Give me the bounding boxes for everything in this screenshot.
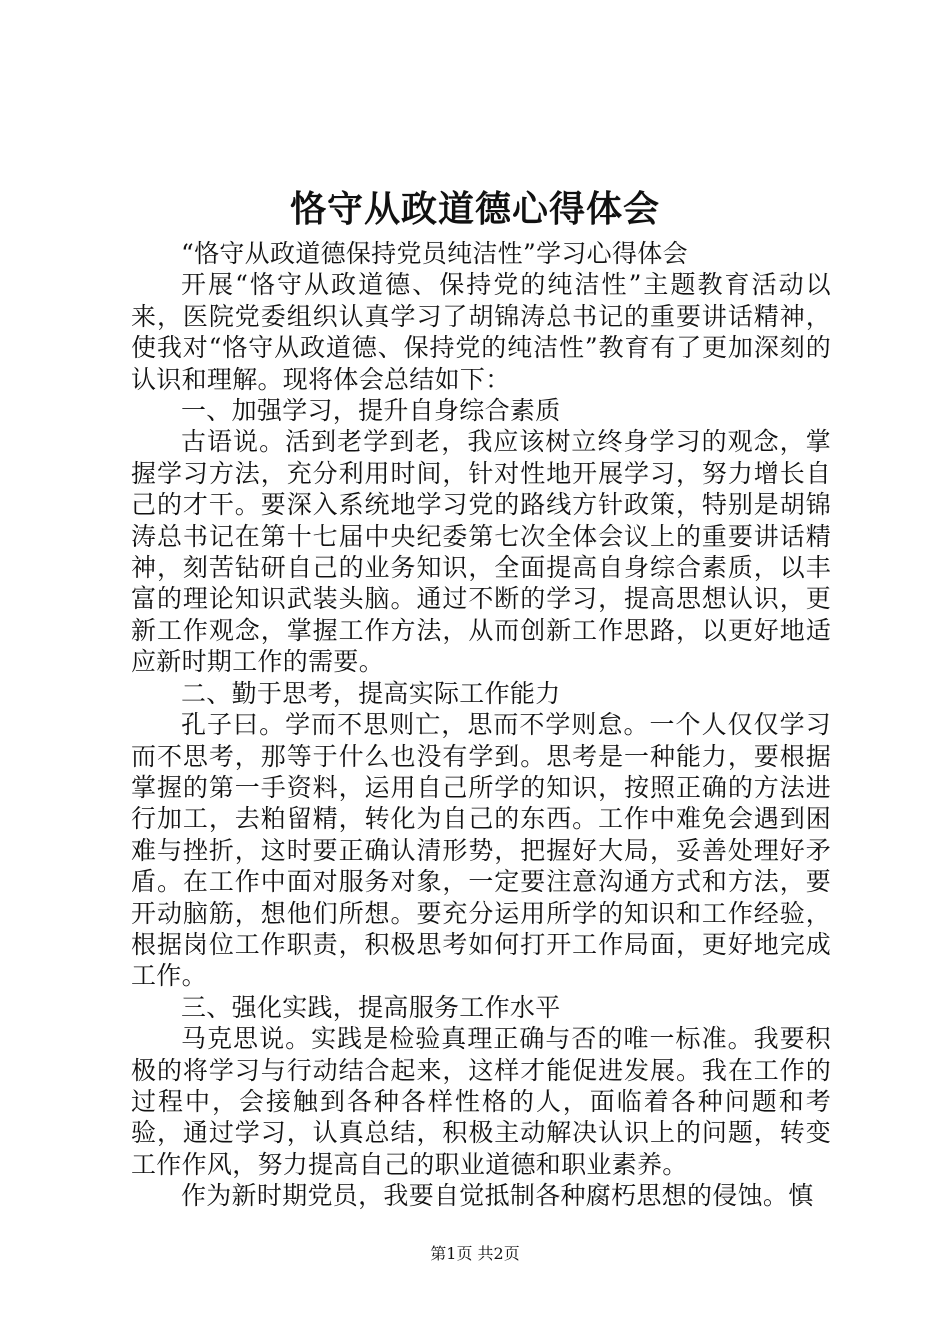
section-heading-3: 三、强化实践，提高服务工作水平	[181, 992, 561, 1022]
document-title: 恪守从政道德心得体会	[289, 188, 660, 230]
section-paragraph-2: 孔子曰。学而不思则亡，思而不学则怠。一个人仅仅学习而不思考，那等于什么也没有学到。思考是一种能力，要根据掌握的第一手资料，运用自己所学的知识，按照正确的方法进行加工，去粕留精，转化为自己的东西。工作中难免会遇到困难与挫折，这时要正确认清形势，把握好大局，妥善处理好矛盾。在工作中面对服务对象，一定要注意沟通方式和方法，要开动脑筋，想他们所想。要充分运用所学的知识和工作经验，根据岗位工作职责，积极思考如何打开工作局面，更好地完成工作。	[131, 710, 831, 991]
section-heading-2: 二、勤于思考，提高实际工作能力	[181, 678, 561, 708]
document-body	[131, 238, 831, 1212]
section-paragraph-3: 马克思说。实践是检验真理正确与否的唯一标准。我要积极的将学习与行动结合起来，这样才能促进发展。我在工作的过程中，会接触到各种各样性格的人，面临着各种问题和考验，通过学习，认真总结，积极主动解决认识上的问题，转变工作作风，努力提高自己的职业道德和职业素养。	[131, 1024, 831, 1179]
intro-paragraph: 开展“恪守从政道德、保持党的纯洁性”主题教育活动以来，医院党委组织认真学习了胡锦涛总书记的重要讲话精神，使我对“恪守从政道德、保持党的纯洁性”教育有了更加深刻的认识和理解。现将体会总结如下：	[131, 270, 831, 394]
section-paragraph-1: 古语说。活到老学到老，我应该树立终身学习的观念，掌握学习方法，充分利用时间，针对性地开展学习，努力增长自己的才干。要深入系统地学习党的路线方针政策，特别是胡锦涛总书记在第十七届中央纪委第七次全体会议上的重要讲话精神，刻苦钻研自己的业务知识，全面提高自身综合素质，以丰富的理论知识武装头脑。通过不断的学习，提高思想认识，更新工作观念，掌握工作方法，从而创新工作思路，以更好地适应新时期工作的需要。	[131, 427, 831, 677]
page-number-footer: 第1页 共2页	[430, 1244, 520, 1263]
closing-paragraph: 作为新时期党员，我要自觉抵制各种腐朽思想的侵蚀。慎	[181, 1181, 814, 1211]
section-heading-1: 一、加强学习，提升自身综合素质	[181, 396, 561, 426]
subtitle-paragraph: “恪守从政道德保持党员纯洁性”学习心得体会	[181, 239, 688, 268]
